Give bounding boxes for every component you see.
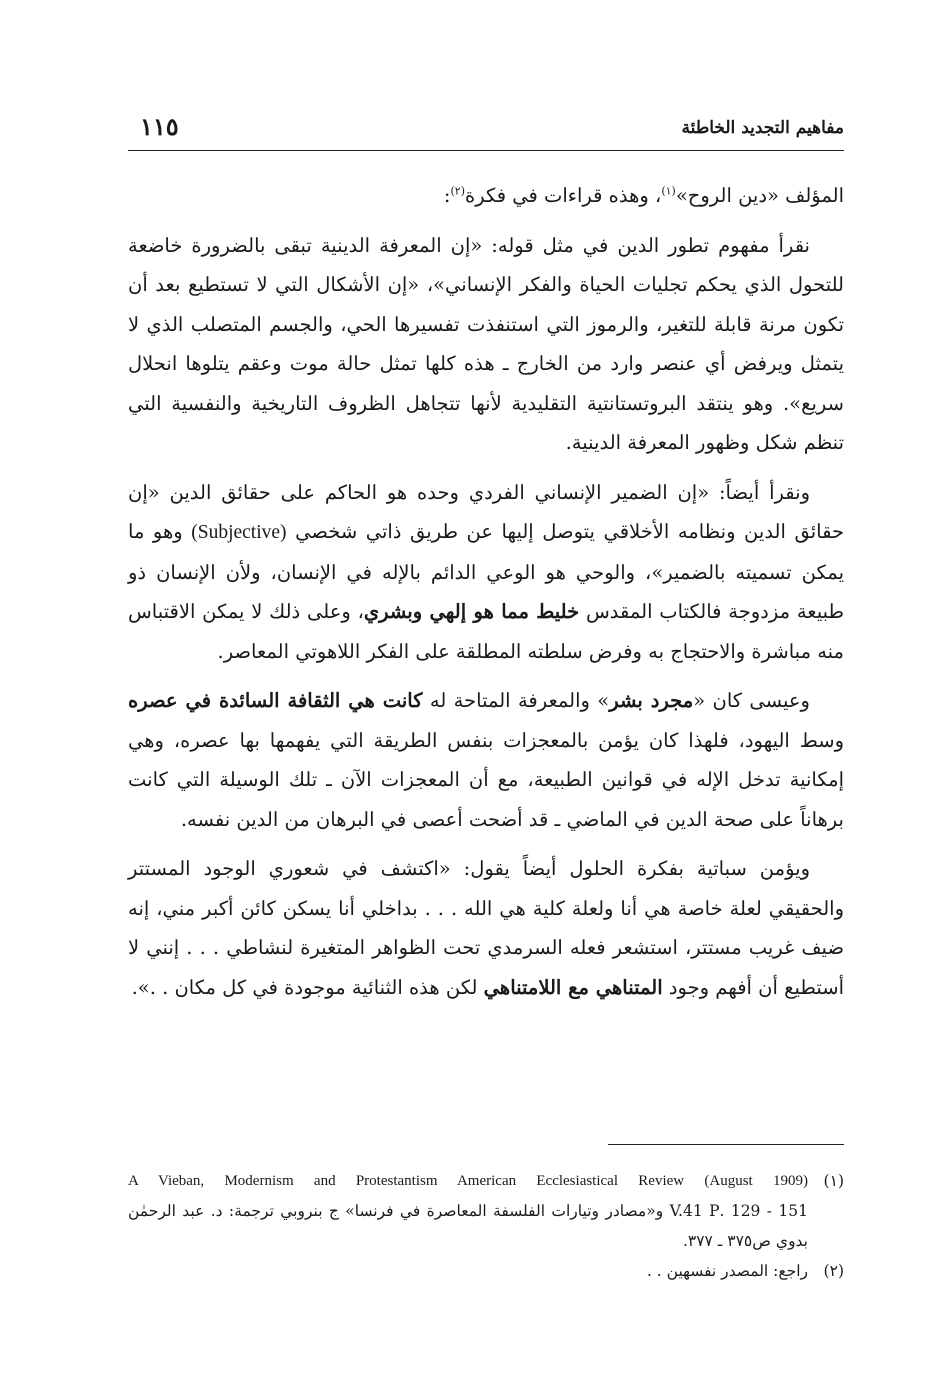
bold-phrase: مجرد بشر xyxy=(609,689,694,712)
footnote-2 xyxy=(128,1256,844,1286)
footnote-1 xyxy=(128,1166,844,1256)
bold-phrase: المتناهي مع اللامتناهي xyxy=(483,975,663,999)
paragraph-3: ونقرأ أيضاً: «إن الضمير الإنساني الفردي وحده هو الحاكم على حقائق الدين «إن حقائق الدين ونظامه الأخلاقي يتوصل إليها عن طريق ذاتي شخصي (Subjective) وهو ما يمكن تسميته بالضمير»، والوحي هو الوعي الدائم بالإله في الإنسان، ولأن الإنسان ذو طبيعة مزدوجة فالكتاب المقدس خليط مما هو إلهي وبشري، وعلى ذلك لا يمكن الاقتباس منه مباشرة والاحتجاج به وفرض سلطته المطلقة على الفكر اللاهوتي المعاصر. xyxy=(128,480,844,663)
bold-phrase: كانت هي الثقافة السائدة في عصره xyxy=(128,689,423,712)
main-text xyxy=(128,176,844,1017)
footnote-text: راجع: المصدر نفسهين . . xyxy=(646,1262,808,1280)
footnote-divider xyxy=(608,1144,844,1145)
footnote-ref-1[interactable]: (١) xyxy=(661,184,676,198)
paragraph-2: نقرأ مفهوم تطور الدين في مثل قوله: «إن المعرفة الدينية تبقى بالضرورة خاضعة للتحول الذي يحكم تجليات الحياة والفكر الإنساني»، «إن الأشكال التي لا تستطيع بعد أن تكون مرنة قابلة للتغير، والرموز التي استنفذت تفسيرها الحي، والجسم المتصلب الذي لا يتمثل ويرفض أي عنصر وارد من الخارج ـ هذه كلها تمثل حالة موت وعقم يتلوها انحلال سريع». وهو ينتقد البروتستانتية التقليدية لأنها تتجاهل الظروف التاريخية والنفسية التي تنظم شكل وظهور المعرفة الدينية. xyxy=(128,233,844,454)
footnote-ref-2[interactable]: (٢) xyxy=(450,184,465,198)
latin-term: (Subjective) xyxy=(191,522,287,543)
page-header xyxy=(128,110,844,151)
running-title: مفاهيم التجديد الخاطئة xyxy=(681,118,844,138)
bold-phrase: خليط مما هو إلهي وبشري xyxy=(363,600,580,623)
footnote-number: (١) xyxy=(823,1172,844,1190)
paragraph-4: وعيسى كان «مجرد بشر» والمعرفة المتاحة له كانت هي الثقافة السائدة في عصره وسط اليهود، فلهذا كان يؤمن بالمعجزات بنفس الطريقة التي يفهمها بها عصره، وهي إمكانية تدخل الإله في قوانين الطبيعة، مع أن المعجزات الآن ـ تلك الوسيلة التي كانت برهاناً على صحة الدين في الماضي ـ قد أضحت أعصى في البرهان من الدين نفسه. xyxy=(128,689,844,831)
footnote-citation-arabic: 151 - 129 .V.41 P و«مصادر وتيارات الفلسفة المعاصرة في فرنسا» ج بنروبي ترجمة: د. عبد الرحمٰن بدوي ص٣٧٥ ـ ٣٧٧. xyxy=(128,1202,809,1250)
footnote-number: (٢) xyxy=(823,1262,844,1280)
footnote-citation-english: A Vieban, Modernism and Protestantism American Ecclesiastical Review (August 1909) xyxy=(128,1173,808,1189)
paragraph-5: ويؤمن سباتية بفكرة الحلول أيضاً يقول: «اكتشف في شعوري الوجود المستتر والحقيقي لعلة خاصة هي أنا ولعلة كلية هي الله . . . بداخلي أنا يسكن كائن أكبر مني، إنه ضيف غريب مستتر، استشعر فعله السرمدي تحت الظواهر المتغيرة لنشاطي . . . إنني لا أستطيع أن أفهم وجود المتناهي مع اللامتناهي لكن هذه الثنائية موجودة في كل مكان . .». xyxy=(128,857,844,999)
footnotes xyxy=(128,1166,844,1286)
paragraph-1: المؤلف «دين الروح»$^{(١)}$، وهذه قراءات في فكرة$^{(٢)}$: xyxy=(443,184,844,207)
page-number: ١١٥ xyxy=(140,112,179,141)
